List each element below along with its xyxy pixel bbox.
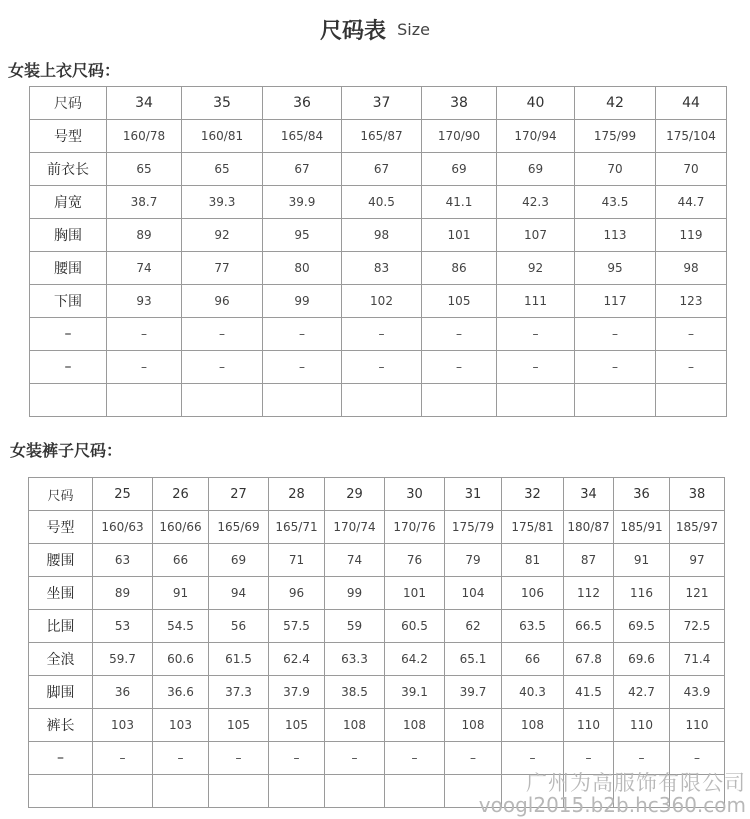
value-cell: 105: [209, 709, 269, 742]
value-cell: 42.7: [614, 676, 670, 709]
value-cell: 38.7: [107, 186, 182, 219]
value-cell: 77: [182, 252, 263, 285]
row-label-cell: –: [30, 318, 107, 351]
value-cell: 103: [153, 709, 209, 742]
value-cell: –: [107, 318, 182, 351]
bottom-size-table: [28, 477, 725, 808]
value-cell: 91: [153, 577, 209, 610]
value-cell: 110: [670, 709, 725, 742]
value-cell: 66.5: [564, 610, 614, 643]
value-cell: 165/87: [342, 120, 422, 153]
table-row: [30, 120, 727, 153]
value-cell: 98: [342, 219, 422, 252]
value-cell: 108: [502, 709, 564, 742]
value-cell: 71: [269, 544, 325, 577]
value-cell: [342, 384, 422, 417]
value-cell: –: [263, 351, 342, 384]
value-cell: [385, 775, 445, 808]
row-label-cell: –: [30, 351, 107, 384]
value-cell: 123: [656, 285, 727, 318]
value-cell: 112: [564, 577, 614, 610]
value-cell: –: [564, 742, 614, 775]
table-header-row: [30, 87, 727, 120]
value-cell: 170/76: [385, 511, 445, 544]
value-cell: 37.3: [209, 676, 269, 709]
value-cell: 101: [385, 577, 445, 610]
value-cell: 81: [502, 544, 564, 577]
value-cell: 93: [107, 285, 182, 318]
value-cell: –: [575, 318, 656, 351]
row-label-cell: 下围: [30, 285, 107, 318]
value-cell: 170/74: [325, 511, 385, 544]
row-label-cell: 腰围: [30, 252, 107, 285]
value-cell: [325, 775, 385, 808]
value-cell: –: [497, 351, 575, 384]
value-cell: 76: [385, 544, 445, 577]
value-cell: 95: [263, 219, 342, 252]
size-header-cell: 26: [153, 478, 209, 511]
value-cell: 53: [93, 610, 153, 643]
value-cell: 39.3: [182, 186, 263, 219]
value-cell: 110: [614, 709, 670, 742]
row-label-cell: 前衣长: [30, 153, 107, 186]
size-header-cell: 42: [575, 87, 656, 120]
value-cell: 62: [445, 610, 502, 643]
row-label-cell: 裤长: [29, 709, 93, 742]
size-header-cell: 36: [263, 87, 342, 120]
value-cell: –: [614, 742, 670, 775]
header-label-cell: 尺码: [30, 87, 107, 120]
size-header-cell: 40: [497, 87, 575, 120]
value-cell: 36: [93, 676, 153, 709]
watermark-company: 广州为高服饰有限公司: [526, 771, 746, 795]
value-cell: –: [107, 351, 182, 384]
size-header-cell: 28: [269, 478, 325, 511]
value-cell: 83: [342, 252, 422, 285]
value-cell: –: [153, 742, 209, 775]
value-cell: 180/87: [564, 511, 614, 544]
value-cell: 69.6: [614, 643, 670, 676]
value-cell: 74: [107, 252, 182, 285]
value-cell: 105: [422, 285, 497, 318]
value-cell: 40.5: [342, 186, 422, 219]
value-cell: 96: [182, 285, 263, 318]
value-cell: 66: [502, 643, 564, 676]
row-label-cell: 比围: [29, 610, 93, 643]
value-cell: [182, 384, 263, 417]
table-row: [29, 676, 725, 709]
value-cell: [107, 384, 182, 417]
value-cell: 170/90: [422, 120, 497, 153]
value-cell: 175/79: [445, 511, 502, 544]
top-chart-heading: 女装上衣尺码：: [8, 61, 121, 80]
value-cell: 63.5: [502, 610, 564, 643]
value-cell: 61.5: [209, 643, 269, 676]
value-cell: [575, 384, 656, 417]
value-cell: 119: [656, 219, 727, 252]
value-cell: 89: [93, 577, 153, 610]
row-label-cell: 胸围: [30, 219, 107, 252]
value-cell: 160/66: [153, 511, 209, 544]
value-cell: 60.6: [153, 643, 209, 676]
page-title-english: Size: [397, 20, 430, 39]
value-cell: 175/99: [575, 120, 656, 153]
value-cell: 39.1: [385, 676, 445, 709]
value-cell: –: [325, 742, 385, 775]
value-cell: 74: [325, 544, 385, 577]
value-cell: 63.3: [325, 643, 385, 676]
value-cell: 160/63: [93, 511, 153, 544]
size-header-cell: 35: [182, 87, 263, 120]
table-row: [29, 643, 725, 676]
value-cell: 106: [502, 577, 564, 610]
value-cell: 89: [107, 219, 182, 252]
value-cell: 65: [182, 153, 263, 186]
value-cell: 56: [209, 610, 269, 643]
table-row: [29, 610, 725, 643]
value-cell: 63: [93, 544, 153, 577]
value-cell: 70: [575, 153, 656, 186]
value-cell: 96: [269, 577, 325, 610]
value-cell: 54.5: [153, 610, 209, 643]
watermark-url: voogl2015.b2b.hc360.com: [478, 793, 746, 817]
value-cell: 165/69: [209, 511, 269, 544]
value-cell: 36.6: [153, 676, 209, 709]
value-cell: 71.4: [670, 643, 725, 676]
value-cell: 97: [670, 544, 725, 577]
table-row: [29, 544, 725, 577]
value-cell: –: [93, 742, 153, 775]
top-size-table: [29, 86, 727, 417]
value-cell: 103: [93, 709, 153, 742]
value-cell: 170/94: [497, 120, 575, 153]
value-cell: 185/91: [614, 511, 670, 544]
table-row: [30, 219, 727, 252]
value-cell: 92: [182, 219, 263, 252]
row-label-cell: 号型: [30, 120, 107, 153]
value-cell: 116: [614, 577, 670, 610]
value-cell: 67: [263, 153, 342, 186]
row-label-cell: 号型: [29, 511, 93, 544]
value-cell: 41.5: [564, 676, 614, 709]
value-cell: 69: [209, 544, 269, 577]
size-header-cell: 44: [656, 87, 727, 120]
table-row: [30, 285, 727, 318]
row-label-cell: 脚围: [29, 676, 93, 709]
table-row: [30, 153, 727, 186]
value-cell: 86: [422, 252, 497, 285]
value-cell: 79: [445, 544, 502, 577]
table-row: [29, 511, 725, 544]
value-cell: 165/71: [269, 511, 325, 544]
value-cell: 111: [497, 285, 575, 318]
size-header-cell: 32: [502, 478, 564, 511]
value-cell: –: [263, 318, 342, 351]
value-cell: –: [670, 742, 725, 775]
value-cell: [497, 384, 575, 417]
value-cell: 185/97: [670, 511, 725, 544]
value-cell: 160/78: [107, 120, 182, 153]
value-cell: 59.7: [93, 643, 153, 676]
value-cell: 39.7: [445, 676, 502, 709]
value-cell: 39.9: [263, 186, 342, 219]
value-cell: 60.5: [385, 610, 445, 643]
value-cell: 99: [263, 285, 342, 318]
value-cell: 80: [263, 252, 342, 285]
value-cell: 64.2: [385, 643, 445, 676]
value-cell: 102: [342, 285, 422, 318]
value-cell: –: [342, 351, 422, 384]
value-cell: [656, 384, 727, 417]
table-row: [29, 709, 725, 742]
value-cell: 67.8: [564, 643, 614, 676]
value-cell: 70: [656, 153, 727, 186]
value-cell: 175/104: [656, 120, 727, 153]
value-cell: 110: [564, 709, 614, 742]
value-cell: 69: [422, 153, 497, 186]
value-cell: 40.3: [502, 676, 564, 709]
value-cell: 117: [575, 285, 656, 318]
value-cell: [209, 775, 269, 808]
value-cell: –: [422, 318, 497, 351]
size-header-cell: 37: [342, 87, 422, 120]
value-cell: 175/81: [502, 511, 564, 544]
value-cell: 69: [497, 153, 575, 186]
row-label-cell: 坐围: [29, 577, 93, 610]
value-cell: 87: [564, 544, 614, 577]
value-cell: 165/84: [263, 120, 342, 153]
value-cell: [422, 384, 497, 417]
value-cell: 92: [497, 252, 575, 285]
value-cell: 95: [575, 252, 656, 285]
value-cell: 69.5: [614, 610, 670, 643]
value-cell: –: [269, 742, 325, 775]
value-cell: 99: [325, 577, 385, 610]
table-row: [29, 577, 725, 610]
value-cell: 91: [614, 544, 670, 577]
value-cell: 43.5: [575, 186, 656, 219]
value-cell: [263, 384, 342, 417]
size-header-cell: 30: [385, 478, 445, 511]
value-cell: 65: [107, 153, 182, 186]
row-label-cell: 肩宽: [30, 186, 107, 219]
value-cell: 108: [445, 709, 502, 742]
value-cell: –: [182, 351, 263, 384]
value-cell: 62.4: [269, 643, 325, 676]
value-cell: –: [422, 351, 497, 384]
value-cell: –: [182, 318, 263, 351]
value-cell: [269, 775, 325, 808]
page-title-chinese: 尺码表: [320, 19, 387, 44]
value-cell: 107: [497, 219, 575, 252]
row-label-cell: –: [29, 742, 93, 775]
table-row: [30, 186, 727, 219]
value-cell: –: [497, 318, 575, 351]
value-cell: 59: [325, 610, 385, 643]
table-header-row: [29, 478, 725, 511]
table-row: [30, 351, 727, 384]
size-header-cell: 27: [209, 478, 269, 511]
value-cell: 41.1: [422, 186, 497, 219]
size-header-cell: 36: [614, 478, 670, 511]
table-row: [30, 384, 727, 417]
value-cell: 160/81: [182, 120, 263, 153]
size-header-cell: 31: [445, 478, 502, 511]
table-row: [30, 318, 727, 351]
row-label-cell: [29, 775, 93, 808]
value-cell: –: [575, 351, 656, 384]
value-cell: –: [209, 742, 269, 775]
table-row: [30, 252, 727, 285]
value-cell: –: [342, 318, 422, 351]
value-cell: 42.3: [497, 186, 575, 219]
value-cell: 66: [153, 544, 209, 577]
value-cell: 104: [445, 577, 502, 610]
value-cell: 65.1: [445, 643, 502, 676]
value-cell: 37.9: [269, 676, 325, 709]
value-cell: 44.7: [656, 186, 727, 219]
value-cell: 43.9: [670, 676, 725, 709]
size-header-cell: 38: [670, 478, 725, 511]
value-cell: [153, 775, 209, 808]
row-label-cell: [30, 384, 107, 417]
value-cell: –: [656, 318, 727, 351]
size-header-cell: 34: [107, 87, 182, 120]
value-cell: 108: [325, 709, 385, 742]
row-label-cell: 腰围: [29, 544, 93, 577]
value-cell: [93, 775, 153, 808]
value-cell: 72.5: [670, 610, 725, 643]
row-label-cell: 全浪: [29, 643, 93, 676]
value-cell: 38.5: [325, 676, 385, 709]
value-cell: 101: [422, 219, 497, 252]
header-label-cell: 尺码: [29, 478, 93, 511]
value-cell: –: [445, 742, 502, 775]
value-cell: –: [502, 742, 564, 775]
bottom-chart-heading: 女装裤子尺码：: [10, 441, 123, 460]
value-cell: 105: [269, 709, 325, 742]
size-header-cell: 29: [325, 478, 385, 511]
value-cell: –: [385, 742, 445, 775]
size-header-cell: 38: [422, 87, 497, 120]
value-cell: 121: [670, 577, 725, 610]
page-title: [0, 14, 750, 45]
value-cell: 94: [209, 577, 269, 610]
value-cell: 67: [342, 153, 422, 186]
value-cell: 113: [575, 219, 656, 252]
size-header-cell: 25: [93, 478, 153, 511]
size-header-cell: 34: [564, 478, 614, 511]
value-cell: 57.5: [269, 610, 325, 643]
value-cell: –: [656, 351, 727, 384]
value-cell: 98: [656, 252, 727, 285]
value-cell: 108: [385, 709, 445, 742]
